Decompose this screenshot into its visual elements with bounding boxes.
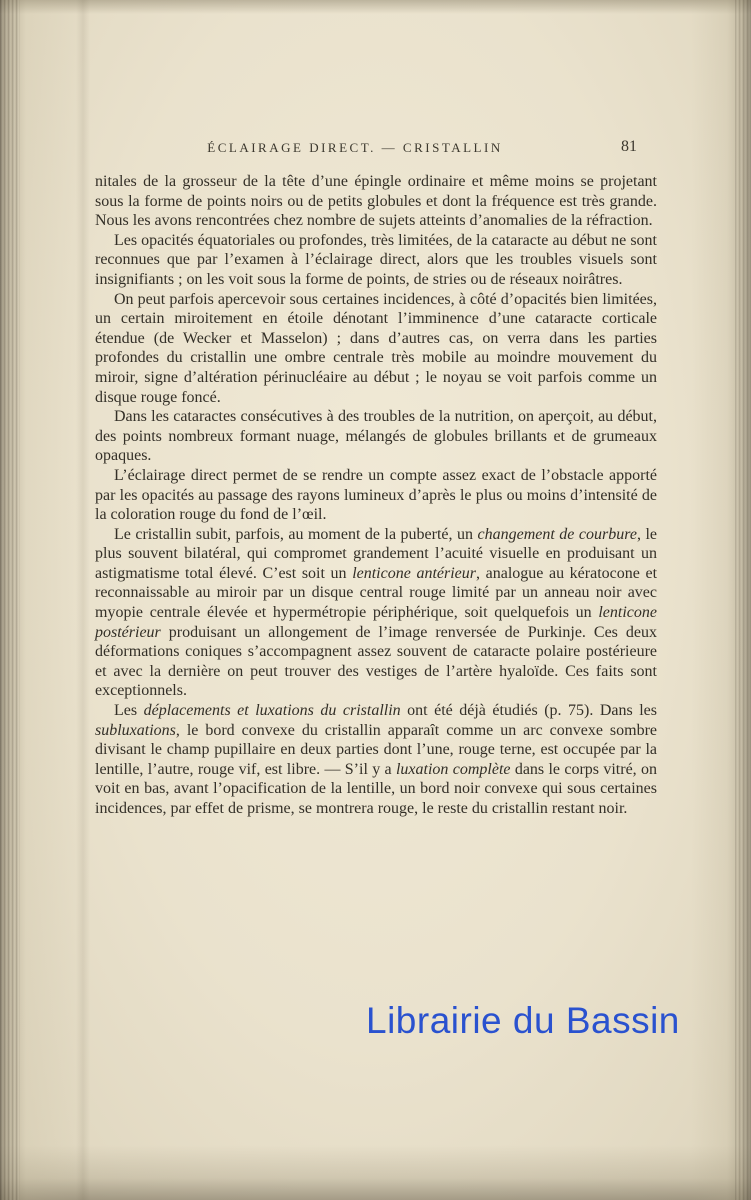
italic-text-run: lenticone postérieur (95, 604, 657, 641)
paragraph (95, 172, 657, 231)
text-run: , analogue au kératocone et reconnaissable au miroir par un disque central rouge limité par un anneau noir avec myopie centrale élevée et hypermétropie périphérique, soit quelquefois un (95, 564, 658, 622)
text-run: Les (114, 702, 144, 720)
text-run: On peut parfois apercevoir sous certaines incidences, à côté d’opacités bien limitées, un certain miroitement en étoile dénotant l’imminence d’une cataracte corticale étendue (de Wecker et Masselon) ; dans d’autres cas, on verra dans les parties profondes du cristallin une ombre centrale très mobile au moindre mouvement du miroir, signe d’altération périnucléaire au début ; le noyau se voit parfois comme un disque rouge foncé. (95, 290, 657, 406)
italic-text-run: déplacements et luxations du cristallin (143, 702, 401, 720)
page-curvature-shadow (76, 0, 90, 1200)
page-number: 81 (621, 138, 637, 155)
paragraph (95, 525, 657, 701)
italic-text-run: subluxations (95, 721, 176, 739)
text-run: Les opacités équatoriales ou profondes, très limitées, de la cataracte au début ne sont reconnues que par l’examen à l’éclairage direct, alors que les troubles visuels sont insignifiants ; on les voit sous la forme de points, de stries ou de réseaux noirâtres. (95, 231, 657, 288)
running-header (95, 140, 655, 160)
paragraph (95, 231, 657, 290)
text-run: nitales de la grosseur de la tête d’une épingle ordinaire et même moins se projetant sous la forme de points noirs ou de petits globules et dont la fréquence est très grande. Nous les avons rencontrées chez nombre de sujets atteints d’anomalies de la réfraction. (95, 173, 657, 230)
watermark: Librairie du Bassin (366, 1000, 680, 1041)
text-run: Dans les cataractes consécutives à des troubles de la nutrition, on aperçoit, au début, des points nombreux formant nuage, mélangés de globules brillants et de grumeaux opaques. (95, 408, 657, 465)
text-run: L’éclairage direct permet de se rendre un compte assez exact de l’obstacle apporté par les opacités au passage des rayons lumineux d’après le plus ou moins d’intensité de la coloration rouge du fond de l’œil. (95, 466, 657, 524)
text-run: dans le corps vitré, on voit en bas, avant l’opacification de la lentille, un bord noir convexe qui sous certaines incidences, par effet de prisme, se montrera rouge, le reste du cristallin restant noir. (95, 760, 657, 817)
header-title: ÉCLAIRAGE DIRECT. — CRISTALLIN (207, 140, 503, 155)
italic-text-run: luxation complète (395, 760, 511, 778)
paragraph (95, 466, 657, 525)
book-right-page-edges (735, 0, 751, 1200)
text-run: , le plus souvent bilatéral, qui compromet grandement l’acuité visuelle en produisant un astigmatisme total élevé. C’est soit un (95, 525, 658, 582)
text-run: , le bord convexe du cristallin apparaît comme un arc convexe sombre divisant le champ pupillaire en deux parties dont l’une, rouge terne, est occupée par la lentille, l’autre, rouge vif, est libre. — S’il y a (95, 721, 657, 778)
paragraph (95, 290, 657, 408)
book-left-page-edges (0, 0, 20, 1200)
italic-text-run: changement de courbure (477, 525, 637, 543)
text-run: ont été déjà étudiés (p. 75). Dans les (400, 702, 658, 720)
text-block (95, 172, 657, 819)
paragraph (95, 407, 657, 466)
italic-text-run: lenticone antérieur (352, 564, 476, 582)
paragraph (95, 701, 657, 819)
text-run: Le cristallin subit, parfois, au moment de la puberté, un (114, 525, 478, 543)
text-run: produisant un allongement de l’image renversée de Purkinje. Ces deux déformations coniques s’accompagnent assez souvent de cataracte polaire postérieure et avec la dernière on peut trouver des vestiges de l’artère hyaloïde. Ces faits sont exceptionnels. (95, 623, 657, 700)
